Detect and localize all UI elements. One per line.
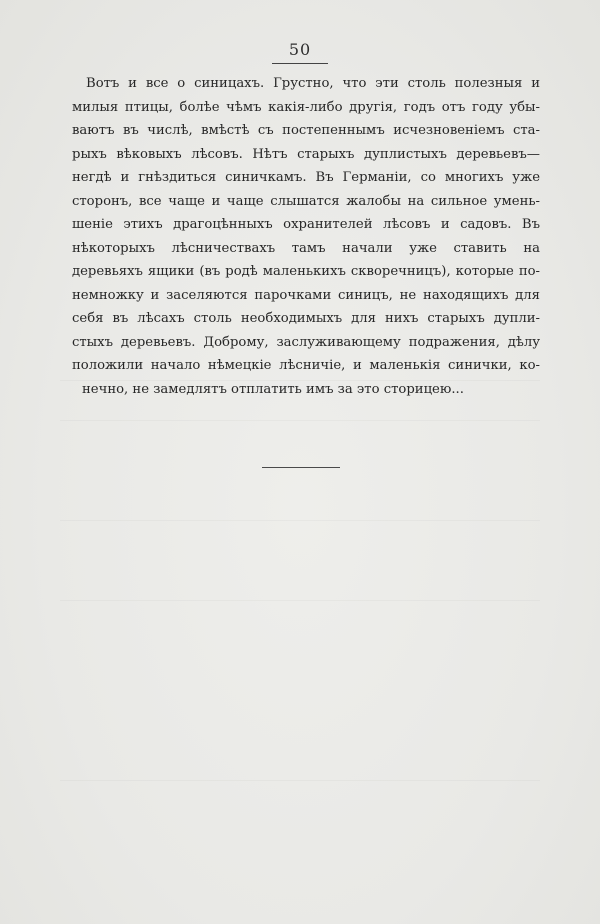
paragraph-line: милыя птицы, болѣе чѣмъ какія-либо другія, годъ отъ году убы- (72, 99, 540, 115)
paragraph-line: негдѣ и гнѣздиться синичкамъ. Въ Германіи, со многихъ уже (72, 170, 540, 185)
section-end-rule (262, 467, 340, 468)
paragraph-line: нечно, не замедлятъ отплатить имъ за это сторицею... (82, 381, 464, 397)
bleed-through-texture (60, 600, 540, 601)
paragraph-line: нѣкоторыхъ лѣсничествахъ тамъ начали уже ставить на (72, 240, 540, 256)
paragraph-line: деревьяхъ ящики (въ родѣ маленькихъ скворечницъ), которые по- (72, 264, 540, 279)
paragraph-line: положили начало нѣмецкіе лѣсничіе, и маленькія синички, ко- (72, 358, 540, 373)
paragraph-line: сторонъ, все чаще и чаще слышатся жалобы на сильное умень- (72, 193, 540, 209)
page-number: 50 (288, 40, 312, 59)
bleed-through-texture (60, 520, 540, 521)
page-number-rule (272, 63, 328, 64)
paragraph-line: рыхъ вѣковыхъ лѣсовъ. Нѣтъ старыхъ дуплистыхъ деревьевъ— (72, 146, 540, 162)
paragraph-line: шеніе этихъ драгоцѣнныхъ охранителей лѣсовъ и садовъ. Въ (72, 217, 540, 232)
bleed-through-texture (60, 780, 540, 781)
paragraph-line: себя въ лѣсахъ столь необходимыхъ для нихъ старыхъ дупли- (72, 311, 540, 326)
bleed-through-texture (60, 420, 540, 421)
paragraph-line: ваютъ въ числѣ, вмѣстѣ съ постепеннымъ исчезновеніемъ ста- (72, 123, 540, 138)
paragraph-lines (72, 72, 540, 401)
paragraph-line: Вотъ и все о синицахъ. Грустно, что эти столь полезныя и (86, 76, 540, 91)
paragraph-line: стыхъ деревьевъ. Доброму, заслуживающему подражения, дѣлу (72, 334, 540, 350)
paragraph-line: немножку и заселяются парочками синицъ, не находящихъ для (72, 287, 540, 303)
